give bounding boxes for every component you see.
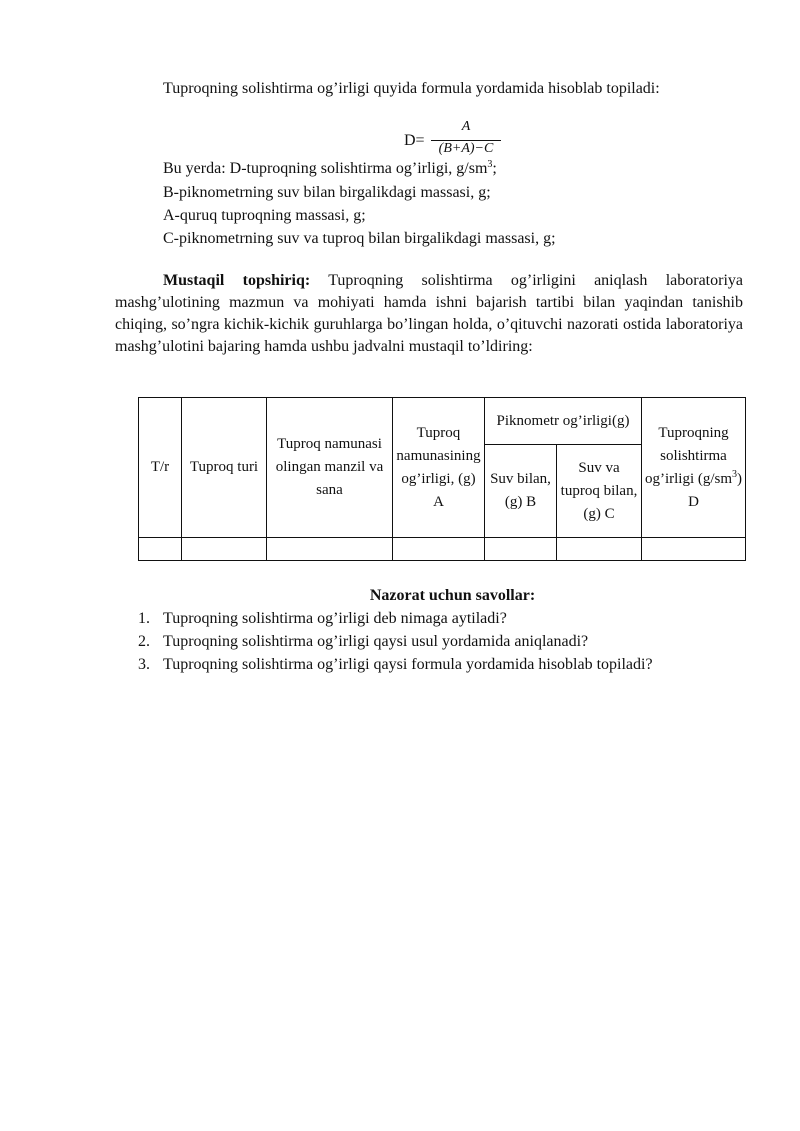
question-text: Tuproqning solishtirma og’irligi deb nimaga aytiladi?: [163, 610, 507, 627]
task-paragraph: [115, 270, 743, 358]
table-cell[interactable]: [642, 538, 746, 561]
definition-d-end: ;: [492, 160, 497, 177]
question-text: Tuproqning solishtirma og’irligi qaysi formula yordamida hisoblab topiladi?: [163, 656, 653, 673]
header-pycnometer: Piknometr og’irligi(g): [485, 398, 642, 445]
list-item: [138, 653, 653, 676]
table-cell[interactable]: [557, 538, 642, 561]
header-tr: T/r: [139, 398, 182, 538]
list-item: [138, 630, 653, 653]
table-cell[interactable]: [485, 538, 557, 561]
header-with-water-soil: Suv va tuproq bilan, (g) C: [557, 445, 642, 538]
questions-heading: Nazorat uchun savollar:: [369, 587, 536, 604]
table-cell[interactable]: [267, 538, 393, 561]
formula-denominator: (B+A)−C: [438, 141, 494, 156]
header-soil-type: Tuproq turi: [182, 398, 267, 538]
question-number: 3.: [138, 656, 150, 673]
table-cell[interactable]: [393, 538, 485, 561]
table-cell[interactable]: [139, 538, 182, 561]
header-result-end: ) D: [688, 470, 743, 510]
definition-a: A-quruq tuproqning massasi, g;: [163, 207, 366, 224]
formula-numerator: A: [461, 119, 471, 134]
questions-list: [138, 607, 653, 676]
definition-c: C-piknometrning suv va tuproq bilan birgalikdagi massasi, g;: [163, 230, 556, 247]
header-result-text: Tuproqning solishtirma og’irligi (g/sm: [644, 424, 733, 487]
formula-lhs: D=: [404, 132, 425, 149]
header-result: [642, 398, 746, 538]
question-number: 2.: [138, 633, 150, 650]
definition-b: B-piknometrning suv bilan birgalikdagi massasi, g;: [163, 184, 491, 201]
definition-d-exponent: 3: [487, 159, 493, 170]
definition-d: [163, 158, 497, 180]
table-row: [139, 538, 746, 561]
table-cell[interactable]: [182, 538, 267, 561]
definition-d-text: Bu yerda: D-tuproqning solishtirma og’irligi, g/sm: [163, 160, 488, 177]
question-text: Tuproqning solishtirma og’irligi qaysi usul yordamida aniqlanadi?: [163, 633, 589, 650]
question-number: 1.: [138, 610, 150, 627]
header-sample-site: Tuproq namunasi olingan manzil va sana: [267, 398, 393, 538]
header-with-water: Suv bilan, (g) B: [485, 445, 557, 538]
table-header-row: [139, 398, 746, 445]
task-label: Mustaqil topshiriq:: [163, 272, 311, 289]
task-text: Tuproqning solishtirma og’irligini aniqlash laboratoriya mashg’ulotining mazmun va mohiyati hamda ishni bajarish tartibi bilan yaqindan tanishib chiqing, so’ngra kichik-kichik guruhlarga bo’lingan holda, o’qituvchi nazorati ostida laboratoriya mashg’ulotini bajaring hamda ushbu jadvalni mustaqil to’ldiring:: [115, 272, 743, 355]
header-sample-weight: Tuproq namunasining og’irligi, (g) A: [393, 398, 485, 538]
header-result-exponent: 3: [732, 468, 738, 480]
results-table: [138, 397, 746, 561]
intro-paragraph: Tuproqning solishtirma og’irligi quyida formula yordamida hisoblab topiladi:: [163, 80, 660, 97]
list-item: [138, 607, 653, 630]
